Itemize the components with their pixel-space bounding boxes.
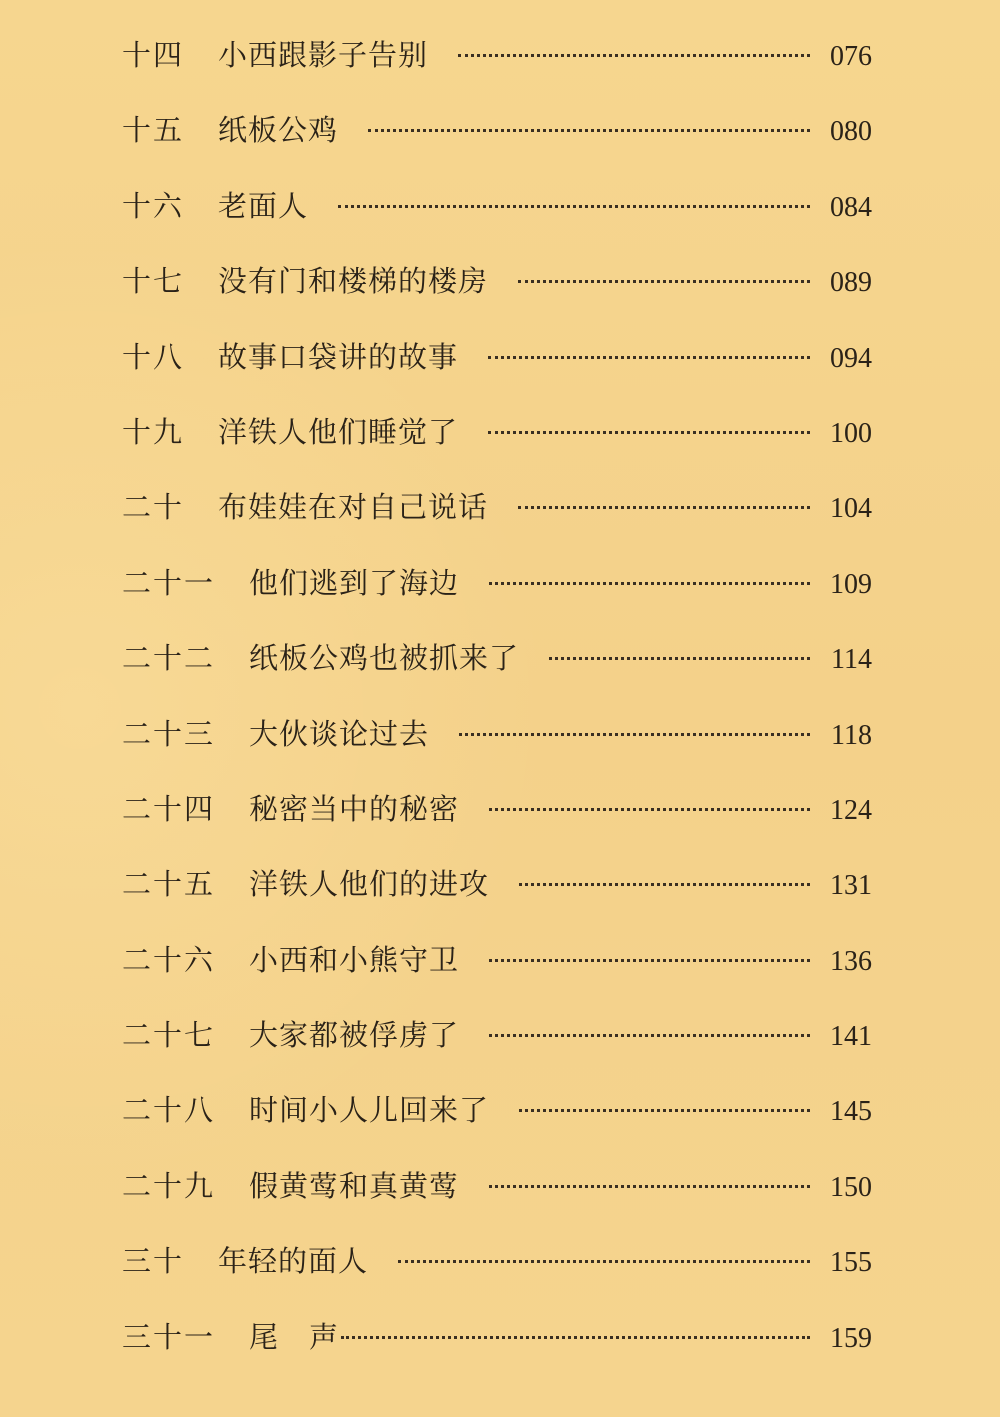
page-number: 150: [830, 1171, 872, 1203]
chapter-number: 三十: [122, 1244, 185, 1279]
dot-leader: [488, 356, 810, 359]
chapter-number: 二十五: [122, 867, 216, 902]
dot-leader: [489, 1185, 810, 1188]
page-number: 141: [830, 1021, 872, 1053]
page-number: 145: [830, 1096, 872, 1128]
chapter-number: 十八: [122, 339, 185, 374]
dot-leader: [459, 733, 810, 736]
chapter-number: 二十六: [122, 942, 216, 977]
dot-leader: [398, 1260, 810, 1263]
chapter-title: 纸板公鸡也被抓来了: [249, 641, 520, 676]
chapter-title: 没有门和楼梯的楼房: [218, 264, 489, 299]
page-number: 136: [830, 945, 872, 977]
chapter-number: 三十一: [122, 1319, 216, 1354]
chapter-title: 老面人: [218, 188, 309, 223]
toc-entry[interactable]: [122, 1164, 872, 1239]
toc-entry[interactable]: [122, 1315, 872, 1390]
dot-leader: [489, 582, 810, 585]
chapter-title: 他们逃到了海边: [249, 565, 460, 600]
dot-leader: [458, 54, 810, 57]
chapter-number: 十七: [122, 264, 185, 299]
chapter-title: 故事口袋讲的故事: [218, 339, 459, 374]
chapter-title: 大伙谈论过去: [249, 716, 430, 751]
toc-entry[interactable]: [122, 938, 872, 1013]
chapter-title: 尾 声: [249, 1319, 340, 1354]
chapter-title: 假黄莺和真黄莺: [249, 1168, 460, 1203]
toc-entry[interactable]: [122, 561, 872, 636]
dot-leader: [338, 205, 810, 208]
chapter-number: 二十九: [122, 1168, 216, 1203]
toc-entry[interactable]: [122, 862, 872, 937]
chapter-title: 布娃娃在对自己说话: [218, 490, 489, 525]
dot-leader: [368, 129, 810, 132]
toc-entry[interactable]: [122, 184, 872, 259]
dot-leader: [519, 1109, 810, 1112]
chapter-title: 纸板公鸡: [218, 113, 339, 148]
chapter-number: 二十四: [122, 791, 216, 826]
toc-entry[interactable]: [122, 335, 872, 410]
dot-leader: [549, 657, 810, 660]
chapter-title: 小西和小熊守卫: [249, 942, 460, 977]
dot-leader: [489, 808, 810, 811]
dot-leader: [489, 959, 810, 962]
page-number: 131: [830, 870, 872, 902]
page-number: 084: [830, 191, 872, 223]
dot-leader: [488, 431, 810, 434]
toc-entry[interactable]: [122, 787, 872, 862]
toc-entry[interactable]: [122, 636, 872, 711]
chapter-number: 二十: [122, 490, 185, 525]
dot-leader: [489, 1034, 810, 1037]
chapter-title: 小西跟影子告别: [218, 38, 429, 72]
chapter-title: 洋铁人他们睡觉了: [218, 414, 459, 449]
chapter-number: 十六: [122, 188, 185, 223]
chapter-number: 二十一: [122, 565, 216, 600]
page-number: 124: [830, 794, 872, 826]
page-number: 094: [830, 342, 872, 374]
chapter-number: 二十七: [122, 1018, 216, 1053]
chapter-title: 时间小人儿回来了: [249, 1093, 490, 1128]
dot-leader: [518, 280, 810, 283]
chapter-title: 洋铁人他们的进攻: [249, 867, 490, 902]
chapter-title: 大家都被俘虏了: [249, 1018, 460, 1053]
page-number: 076: [830, 41, 872, 72]
toc-entry[interactable]: [122, 1239, 872, 1314]
chapter-title: 年轻的面人: [218, 1244, 369, 1279]
page-number: 080: [830, 116, 872, 148]
page-number: 155: [830, 1247, 872, 1279]
chapter-number: 二十八: [122, 1093, 216, 1128]
toc-entry[interactable]: [122, 1088, 872, 1163]
chapter-number: 二十三: [122, 716, 216, 751]
toc-entry[interactable]: [122, 259, 872, 334]
chapter-number: 十九: [122, 414, 185, 449]
toc-entry[interactable]: [122, 1013, 872, 1088]
toc-entry[interactable]: [122, 33, 872, 108]
toc-entry[interactable]: [122, 712, 872, 787]
page-number: 118: [831, 719, 872, 751]
toc-entry[interactable]: [122, 485, 872, 560]
dot-leader: [341, 1336, 810, 1339]
toc-entry[interactable]: [122, 108, 872, 183]
page-number: 109: [830, 568, 872, 600]
table-of-contents: [122, 33, 872, 1390]
dot-leader: [519, 883, 810, 886]
page-number: 089: [830, 267, 872, 299]
dot-leader: [518, 506, 810, 509]
page-number: 114: [831, 644, 872, 676]
page-number: 159: [830, 1322, 872, 1354]
chapter-number: 二十二: [122, 641, 216, 676]
page-number: 100: [830, 417, 872, 449]
chapter-number: 十四: [122, 38, 185, 72]
chapter-title: 秘密当中的秘密: [249, 791, 460, 826]
toc-entry[interactable]: [122, 410, 872, 485]
chapter-number: 十五: [122, 113, 185, 148]
page-number: 104: [830, 493, 872, 525]
